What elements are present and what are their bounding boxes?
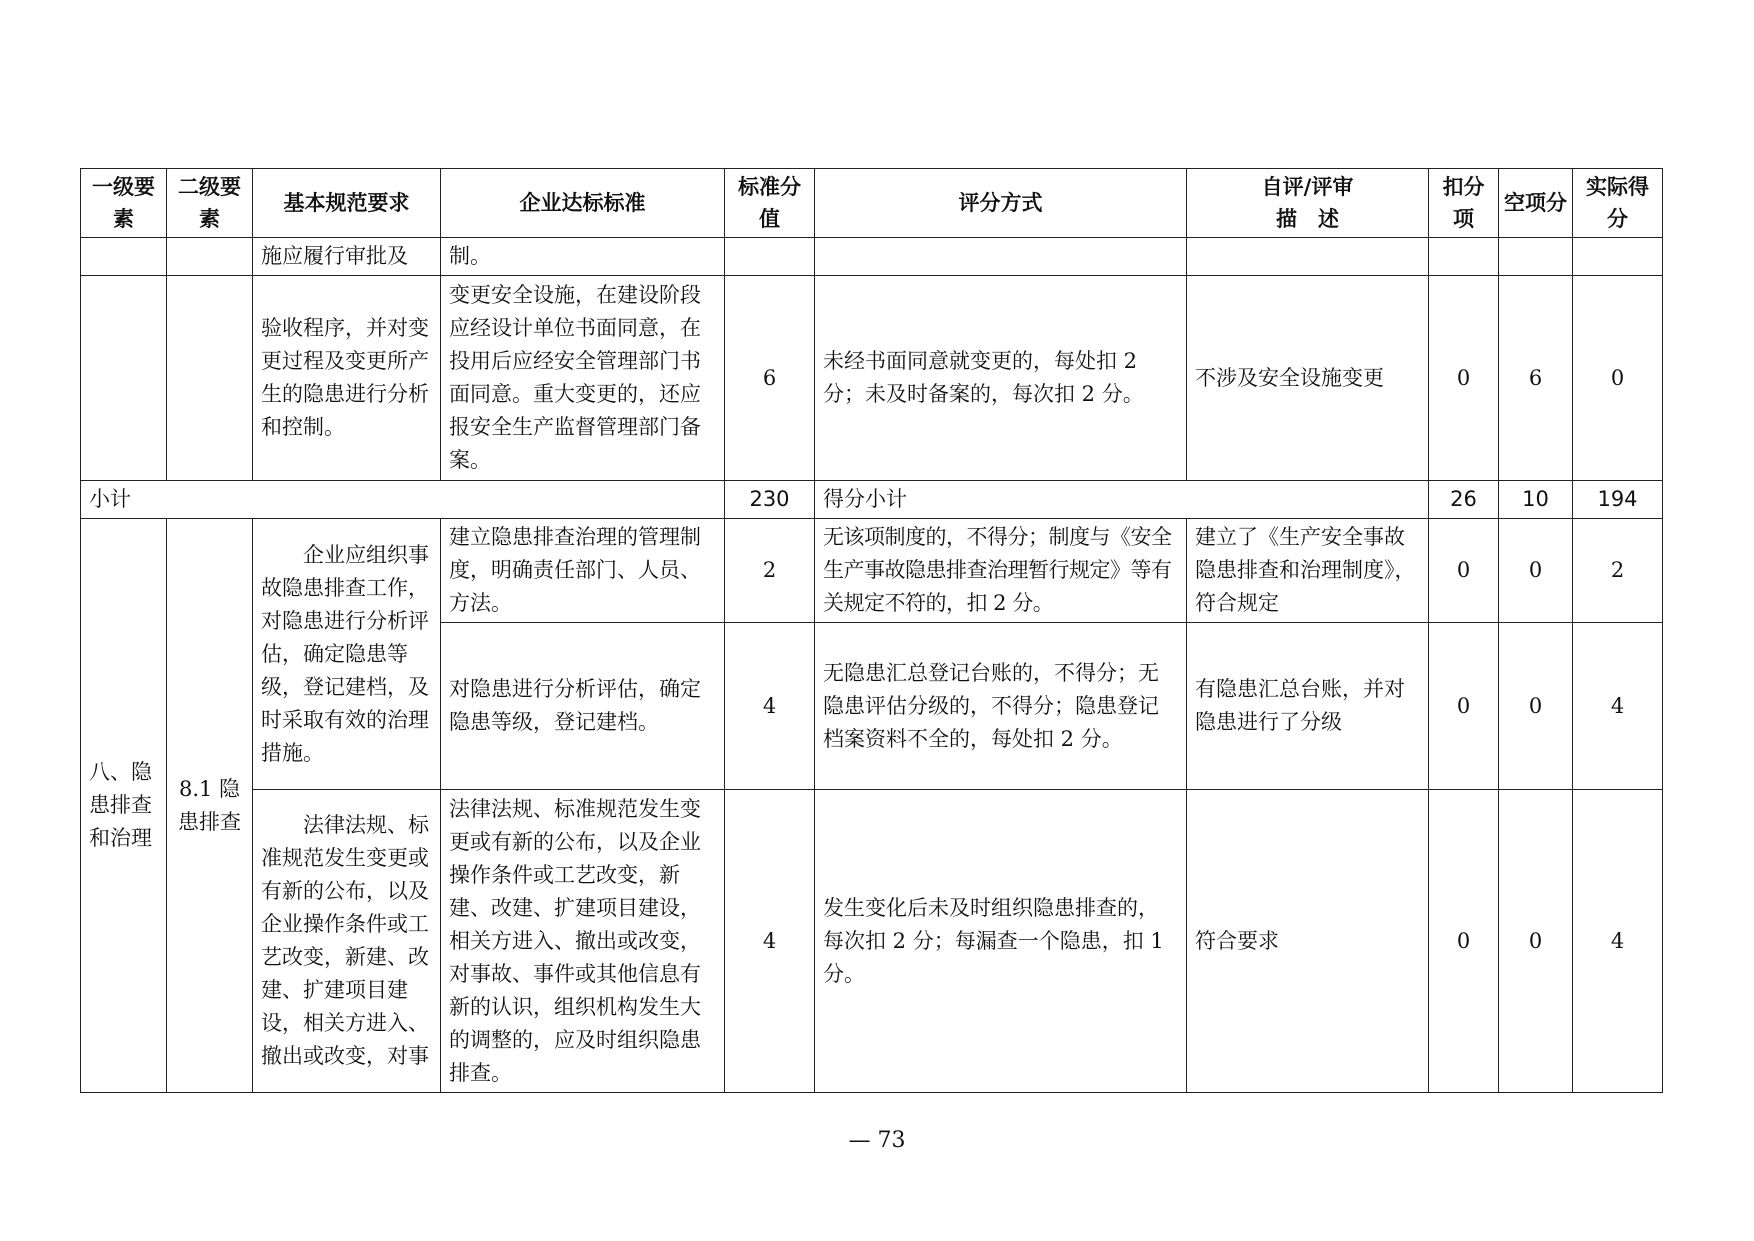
score-cell: 4 [725, 623, 815, 790]
deduct-cell: 0 [1429, 623, 1499, 790]
self-eval-cell: 建立了《生产安全事故隐患排查和治理制度》，符合规定 [1187, 519, 1429, 623]
header-method: 评分方式 [815, 169, 1187, 238]
actual-cell [1573, 238, 1663, 276]
empty-cell: 0 [1499, 790, 1573, 1093]
evaluation-table [80, 168, 1663, 1093]
deduct-cell: 0 [1429, 276, 1499, 481]
table-row [81, 276, 1663, 481]
header-level1: 一级要素 [81, 169, 167, 238]
level1-cell-empty [81, 238, 167, 276]
deduct-cell: 0 [1429, 519, 1499, 623]
method-cell: 无该项制度的，不得分；制度与《安全生产事故隐患排查治理暂行规定》等有关规定不符的，扣 2 分。 [815, 519, 1187, 623]
standard-cell: 制。 [441, 238, 725, 276]
subtotal-method-label: 得分小计 [815, 481, 1429, 519]
standard-cell: 建立隐患排查治理的管理制度，明确责任部门、人员、方法。 [441, 519, 725, 623]
header-level2: 二级要素 [167, 169, 253, 238]
empty-cell: 0 [1499, 623, 1573, 790]
actual-cell: 4 [1573, 790, 1663, 1093]
subtotal-empty: 10 [1499, 481, 1573, 519]
header-self-eval-line2: 描 述 [1276, 207, 1339, 231]
header-empty: 空项分 [1499, 169, 1573, 238]
empty-cell: 0 [1499, 519, 1573, 623]
subtotal-score: 230 [725, 481, 815, 519]
level1-element: 八、隐患排查和治理 [81, 519, 167, 1093]
self-eval-cell: 有隐患汇总台账，并对隐患进行了分级 [1187, 623, 1429, 790]
requirement-cell: 企业应组织事故隐患排查工作，对隐患进行分析评估，确定隐患等级，登记建档，及时采取有效的治理措施。 [253, 519, 441, 790]
header-self-eval-line1: 自评/评审 [1261, 175, 1354, 199]
header-deduct: 扣分项 [1429, 169, 1499, 238]
subtotal-row [81, 481, 1663, 519]
requirement-cell: 验收程序，并对变更过程及变更所产生的隐患进行分析和控制。 [253, 276, 441, 481]
subtotal-actual: 194 [1573, 481, 1663, 519]
level2-element: 8.1 隐患排查 [167, 519, 253, 1093]
method-cell: 无隐患汇总登记台账的，不得分；无隐患评估分级的，不得分；隐患登记档案资料不全的，每处扣 2 分。 [815, 623, 1187, 790]
self-eval-cell [1187, 238, 1429, 276]
header-requirement: 基本规范要求 [253, 169, 441, 238]
actual-cell: 4 [1573, 623, 1663, 790]
table-row [81, 790, 1663, 1093]
actual-cell: 0 [1573, 276, 1663, 481]
subtotal-deduct: 26 [1429, 481, 1499, 519]
empty-cell: 6 [1499, 276, 1573, 481]
score-cell [725, 238, 815, 276]
deduct-cell [1429, 238, 1499, 276]
standard-cell: 对隐患进行分析评估，确定隐患等级，登记建档。 [441, 623, 725, 790]
standard-cell: 法律法规、标准规范发生变更或有新的公布，以及企业操作条件或工艺改变，新建、改建、扩建项目建设，相关方进入、撤出或改变，对事故、事件或其他信息有新的认识，组织机构发生大的调整的，应及时组织隐患排查。 [441, 790, 725, 1093]
self-eval-cell: 符合要求 [1187, 790, 1429, 1093]
header-standard: 企业达标标准 [441, 169, 725, 238]
requirement-cell: 法律法规、标准规范发生变更或有新的公布，以及企业操作条件或工艺改变，新建、改建、扩建项目建设，相关方进入、撤出或改变，对事 [253, 790, 441, 1093]
header-actual: 实际得分 [1573, 169, 1663, 238]
table-row [81, 519, 1663, 623]
header-score: 标准分值 [725, 169, 815, 238]
method-cell: 发生变化后未及时组织隐患排查的，每次扣 2 分；每漏查一个隐患，扣 1 分。 [815, 790, 1187, 1093]
level1-cell-empty [81, 276, 167, 481]
standard-cell: 变更安全设施，在建设阶段应经设计单位书面同意，在投用后应经安全管理部门书面同意。重大变更的，还应报安全生产监督管理部门备案。 [441, 276, 725, 481]
table-row [81, 238, 1663, 276]
table-header-row [81, 169, 1663, 238]
header-self-eval [1187, 169, 1429, 238]
self-eval-cell: 不涉及安全设施变更 [1187, 276, 1429, 481]
page-number: — 73 [848, 1128, 906, 1153]
empty-cell [1499, 238, 1573, 276]
deduct-cell: 0 [1429, 790, 1499, 1093]
actual-cell: 2 [1573, 519, 1663, 623]
level2-cell-empty [167, 238, 253, 276]
requirement-cell: 施应履行审批及 [253, 238, 441, 276]
score-cell: 4 [725, 790, 815, 1093]
method-cell: 未经书面同意就变更的，每处扣 2 分；未及时备案的，每次扣 2 分。 [815, 276, 1187, 481]
method-cell [815, 238, 1187, 276]
score-cell: 2 [725, 519, 815, 623]
level2-cell-empty [167, 276, 253, 481]
score-cell: 6 [725, 276, 815, 481]
subtotal-label: 小计 [81, 481, 725, 519]
